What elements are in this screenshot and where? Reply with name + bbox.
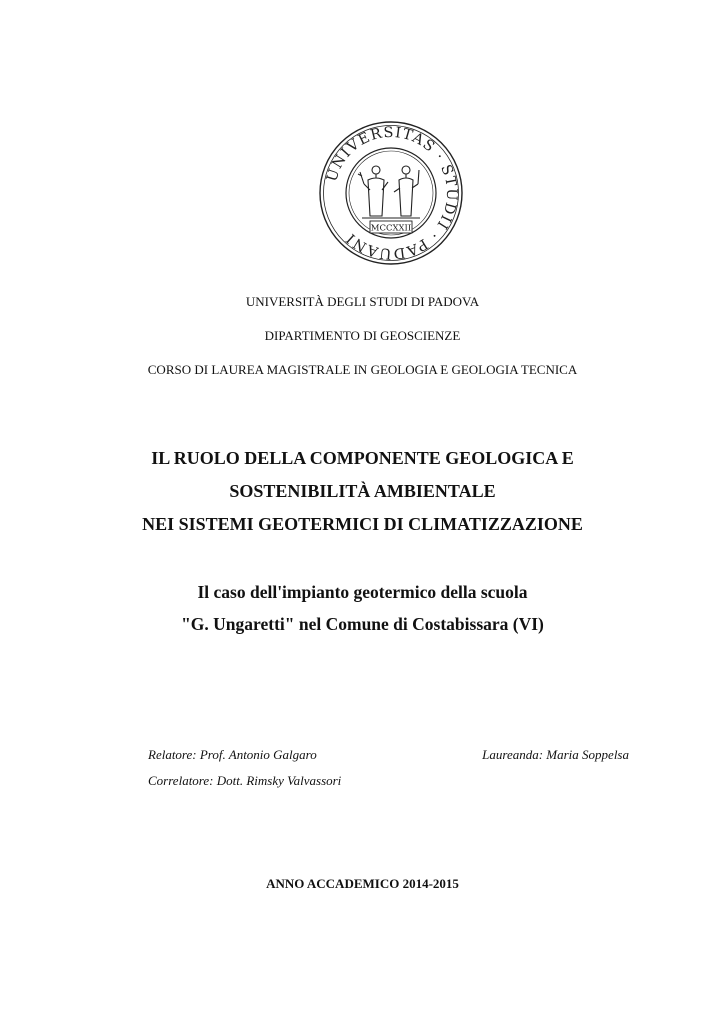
relatore: Relatore: Prof. Antonio Galgaro — [148, 747, 317, 762]
thesis-title-line-1: IL RUOLO DELLA COMPONENTE GEOLOGICA E — [151, 448, 574, 468]
university-seal — [318, 120, 464, 266]
course-name: CORSO DI LAUREA MAGISTRALE IN GEOLOGIA E GEOLOGIA TECNICA — [147, 362, 578, 377]
seal-year: MCCXXII — [370, 223, 412, 234]
university-name: UNIVERSITÀ DEGLI STUDI DI PADOVA — [245, 294, 480, 309]
thesis-subtitle-line-2: "G. Ungaretti" nel Comune di Costabissara (VI) — [181, 614, 544, 634]
academic-year: ANNO ACCADEMICO 2014-2015 — [266, 876, 459, 891]
laureanda: Laureanda: Maria Soppelsa — [482, 747, 629, 762]
thesis-title-line-2: SOSTENIBILITÀ AMBIENTALE — [229, 481, 496, 501]
thesis-subtitle-line-1: Il caso dell'impianto geotermico della scuola — [197, 582, 528, 602]
department-name: DIPARTIMENTO DI GEOSCIENZE — [264, 328, 461, 343]
seal-ring-text: UNIVERSITAS · STUDII · PADUANI — [324, 124, 460, 262]
svg-text:UNIVERSITAS · STUDII · PADUANI — [324, 125, 459, 261]
correlatore: Correlatore: Dott. Rimsky Valvassori — [148, 773, 342, 788]
thesis-title-line-3: NEI SISTEMI GEOTERMICI DI CLIMATIZZAZIONE — [142, 514, 583, 534]
